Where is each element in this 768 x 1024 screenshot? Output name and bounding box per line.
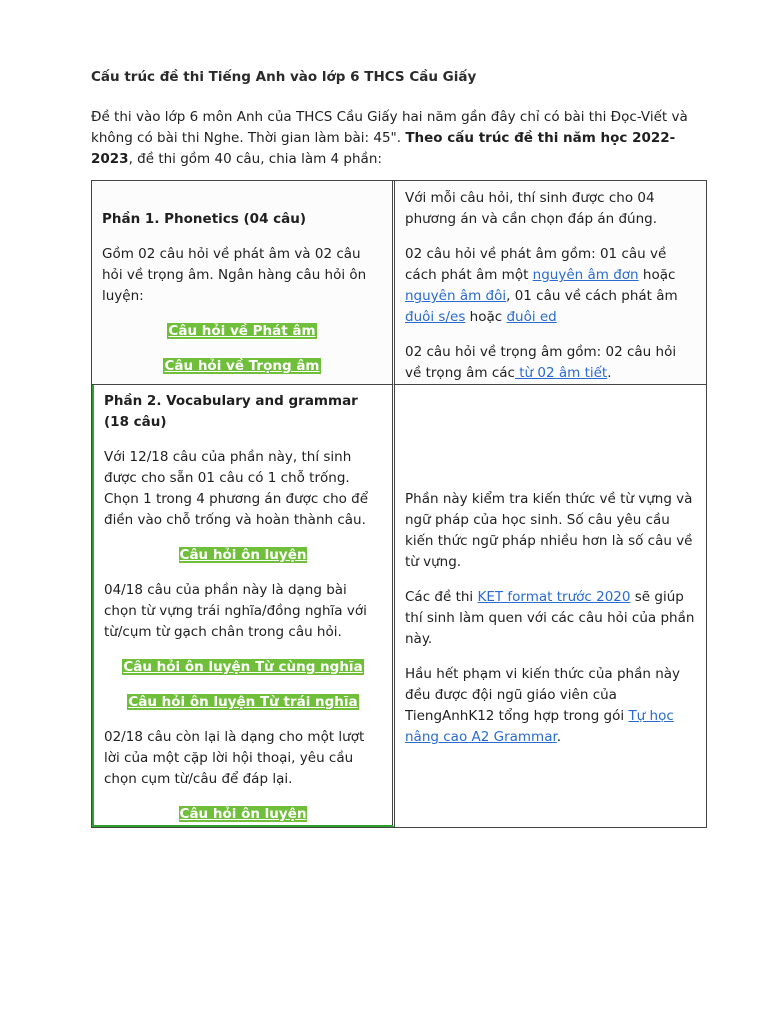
- text-span: 02 câu hỏi về trọng âm gồm: 02 câu hỏi về trọng âm các: [405, 344, 677, 381]
- vocabulary-left-cell: [92, 385, 395, 827]
- text-span: Các đề thi: [405, 589, 478, 605]
- vocabulary-right-p3: [405, 664, 696, 748]
- link-row-phat-am: [102, 321, 382, 342]
- phonetics-right-p1: Với mỗi câu hỏi, thí sinh được cho 04 phương án và cần chọn đáp án đúng.: [405, 190, 658, 227]
- table-row-vocabulary: [92, 385, 706, 827]
- intro-text-1: Đề thi vào lớp 6 môn Anh của THCS Cầu Giấy hai năm gần đây chỉ có bài thi Đọc-Viết và không có bài thi Nghe. Thời gian làm bài: 45".: [91, 109, 688, 146]
- text-span: 02 câu hỏi về phát âm gồm: 01 câu về cách phát âm một: [405, 246, 667, 283]
- link-row-trai-nghia: [104, 692, 382, 713]
- link-cau-hoi-phat-am[interactable]: Câu hỏi về Phát âm: [168, 323, 316, 339]
- link-row-on-luyen-2: [104, 804, 382, 825]
- link-cau-hoi-on-luyen-2[interactable]: Câu hỏi ôn luyện: [179, 806, 307, 822]
- link-row-cung-nghia: [104, 657, 382, 678]
- phonetics-right-p2: [405, 244, 696, 328]
- link-nguyen-am-don[interactable]: nguyên âm đơn: [532, 267, 639, 283]
- vocabulary-heading: Phần 2. Vocabulary and grammar (18 câu): [104, 393, 358, 430]
- link-cau-hoi-on-luyen-1[interactable]: Câu hỏi ôn luyện: [179, 547, 307, 563]
- vocabulary-right-p2: [405, 587, 696, 650]
- phonetics-heading: Phần 1. Phonetics (04 câu): [102, 211, 307, 227]
- text-span: Hầu hết phạm vi kiến thức của phần này đều được đội ngũ giáo viên của TiengAnhK12 tổng hợp trong gói: [405, 666, 681, 724]
- vocabulary-right-cell: [395, 385, 706, 827]
- text-span: sẽ giúp thí sinh làm quen với các câu hỏi của phần này.: [405, 589, 695, 647]
- link-tu-02-am-tiet[interactable]: từ 02 âm tiết: [514, 365, 608, 381]
- vocabulary-right-p1: Phần này kiểm tra kiến thức về từ vựng và ngữ pháp của học sinh. Số câu yêu cầu kiến thức ngữ pháp nhiều hơn là số câu về từ vựng.: [405, 491, 693, 570]
- link-ket-format[interactable]: KET format trước 2020: [477, 589, 631, 605]
- vocabulary-p2: 04/18 câu của phần này là dạng bài chọn từ vựng trái nghĩa/đồng nghĩa với từ/cụm từ gạch chân trong câu hỏi.: [104, 582, 367, 640]
- intro-paragraph: [91, 107, 706, 170]
- link-row-on-luyen-1: [104, 545, 382, 566]
- link-row-trong-am: [102, 356, 382, 377]
- phonetics-right-cell: [395, 181, 706, 385]
- text-span: hoặc: [638, 267, 676, 283]
- link-duoi-ed[interactable]: đuôi ed: [506, 309, 557, 325]
- phonetics-left-cell: [92, 181, 395, 385]
- text-span: , 01 câu về cách phát âm: [506, 288, 678, 304]
- table-row-phonetics: [92, 181, 706, 385]
- phonetics-description: Gồm 02 câu hỏi về phát âm và 02 câu hỏi về trọng âm. Ngân hàng câu hỏi ôn luyện:: [102, 246, 367, 304]
- vocabulary-p1: Với 12/18 câu của phần này, thí sinh được cho sẵn 01 câu có 1 chỗ trống. Chọn 1 trong 4 phương án được cho để điền vào chỗ trống và hoàn thành câu.: [104, 449, 369, 528]
- phonetics-right-p3: [405, 342, 696, 384]
- text-span: hoặc: [465, 309, 507, 325]
- text-span: .: [607, 365, 612, 381]
- intro-bold: Theo cấu trúc đề thi năm học 2022-2023: [91, 130, 676, 167]
- link-tu-trai-nghia[interactable]: Câu hỏi ôn luyện Từ trái nghĩa: [128, 694, 358, 710]
- intro-text-2: , đề thi gồm 40 câu, chia làm 4 phần:: [128, 151, 382, 167]
- text-span: .: [556, 729, 562, 745]
- link-tu-cung-nghia[interactable]: Câu hỏi ôn luyện Từ cùng nghĩa: [123, 659, 363, 675]
- link-duoi-ses[interactable]: đuôi s/es: [405, 309, 466, 325]
- link-cau-hoi-trong-am[interactable]: Câu hỏi về Trọng âm: [164, 358, 320, 374]
- link-a2-grammar[interactable]: Tự học nâng cao A2 Grammar: [405, 708, 674, 745]
- document-title: Cấu trúc đề thi Tiếng Anh vào lớp 6 THCS Cầu Giấy: [91, 69, 477, 85]
- vocabulary-p3: 02/18 câu còn lại là dạng cho một lượt lời của một cặp lời hội thoại, yêu cầu chọn cụm từ/câu để đáp lại.: [104, 729, 365, 787]
- link-nguyen-am-doi[interactable]: nguyên âm đôi: [405, 288, 507, 304]
- exam-structure-table: [91, 180, 707, 828]
